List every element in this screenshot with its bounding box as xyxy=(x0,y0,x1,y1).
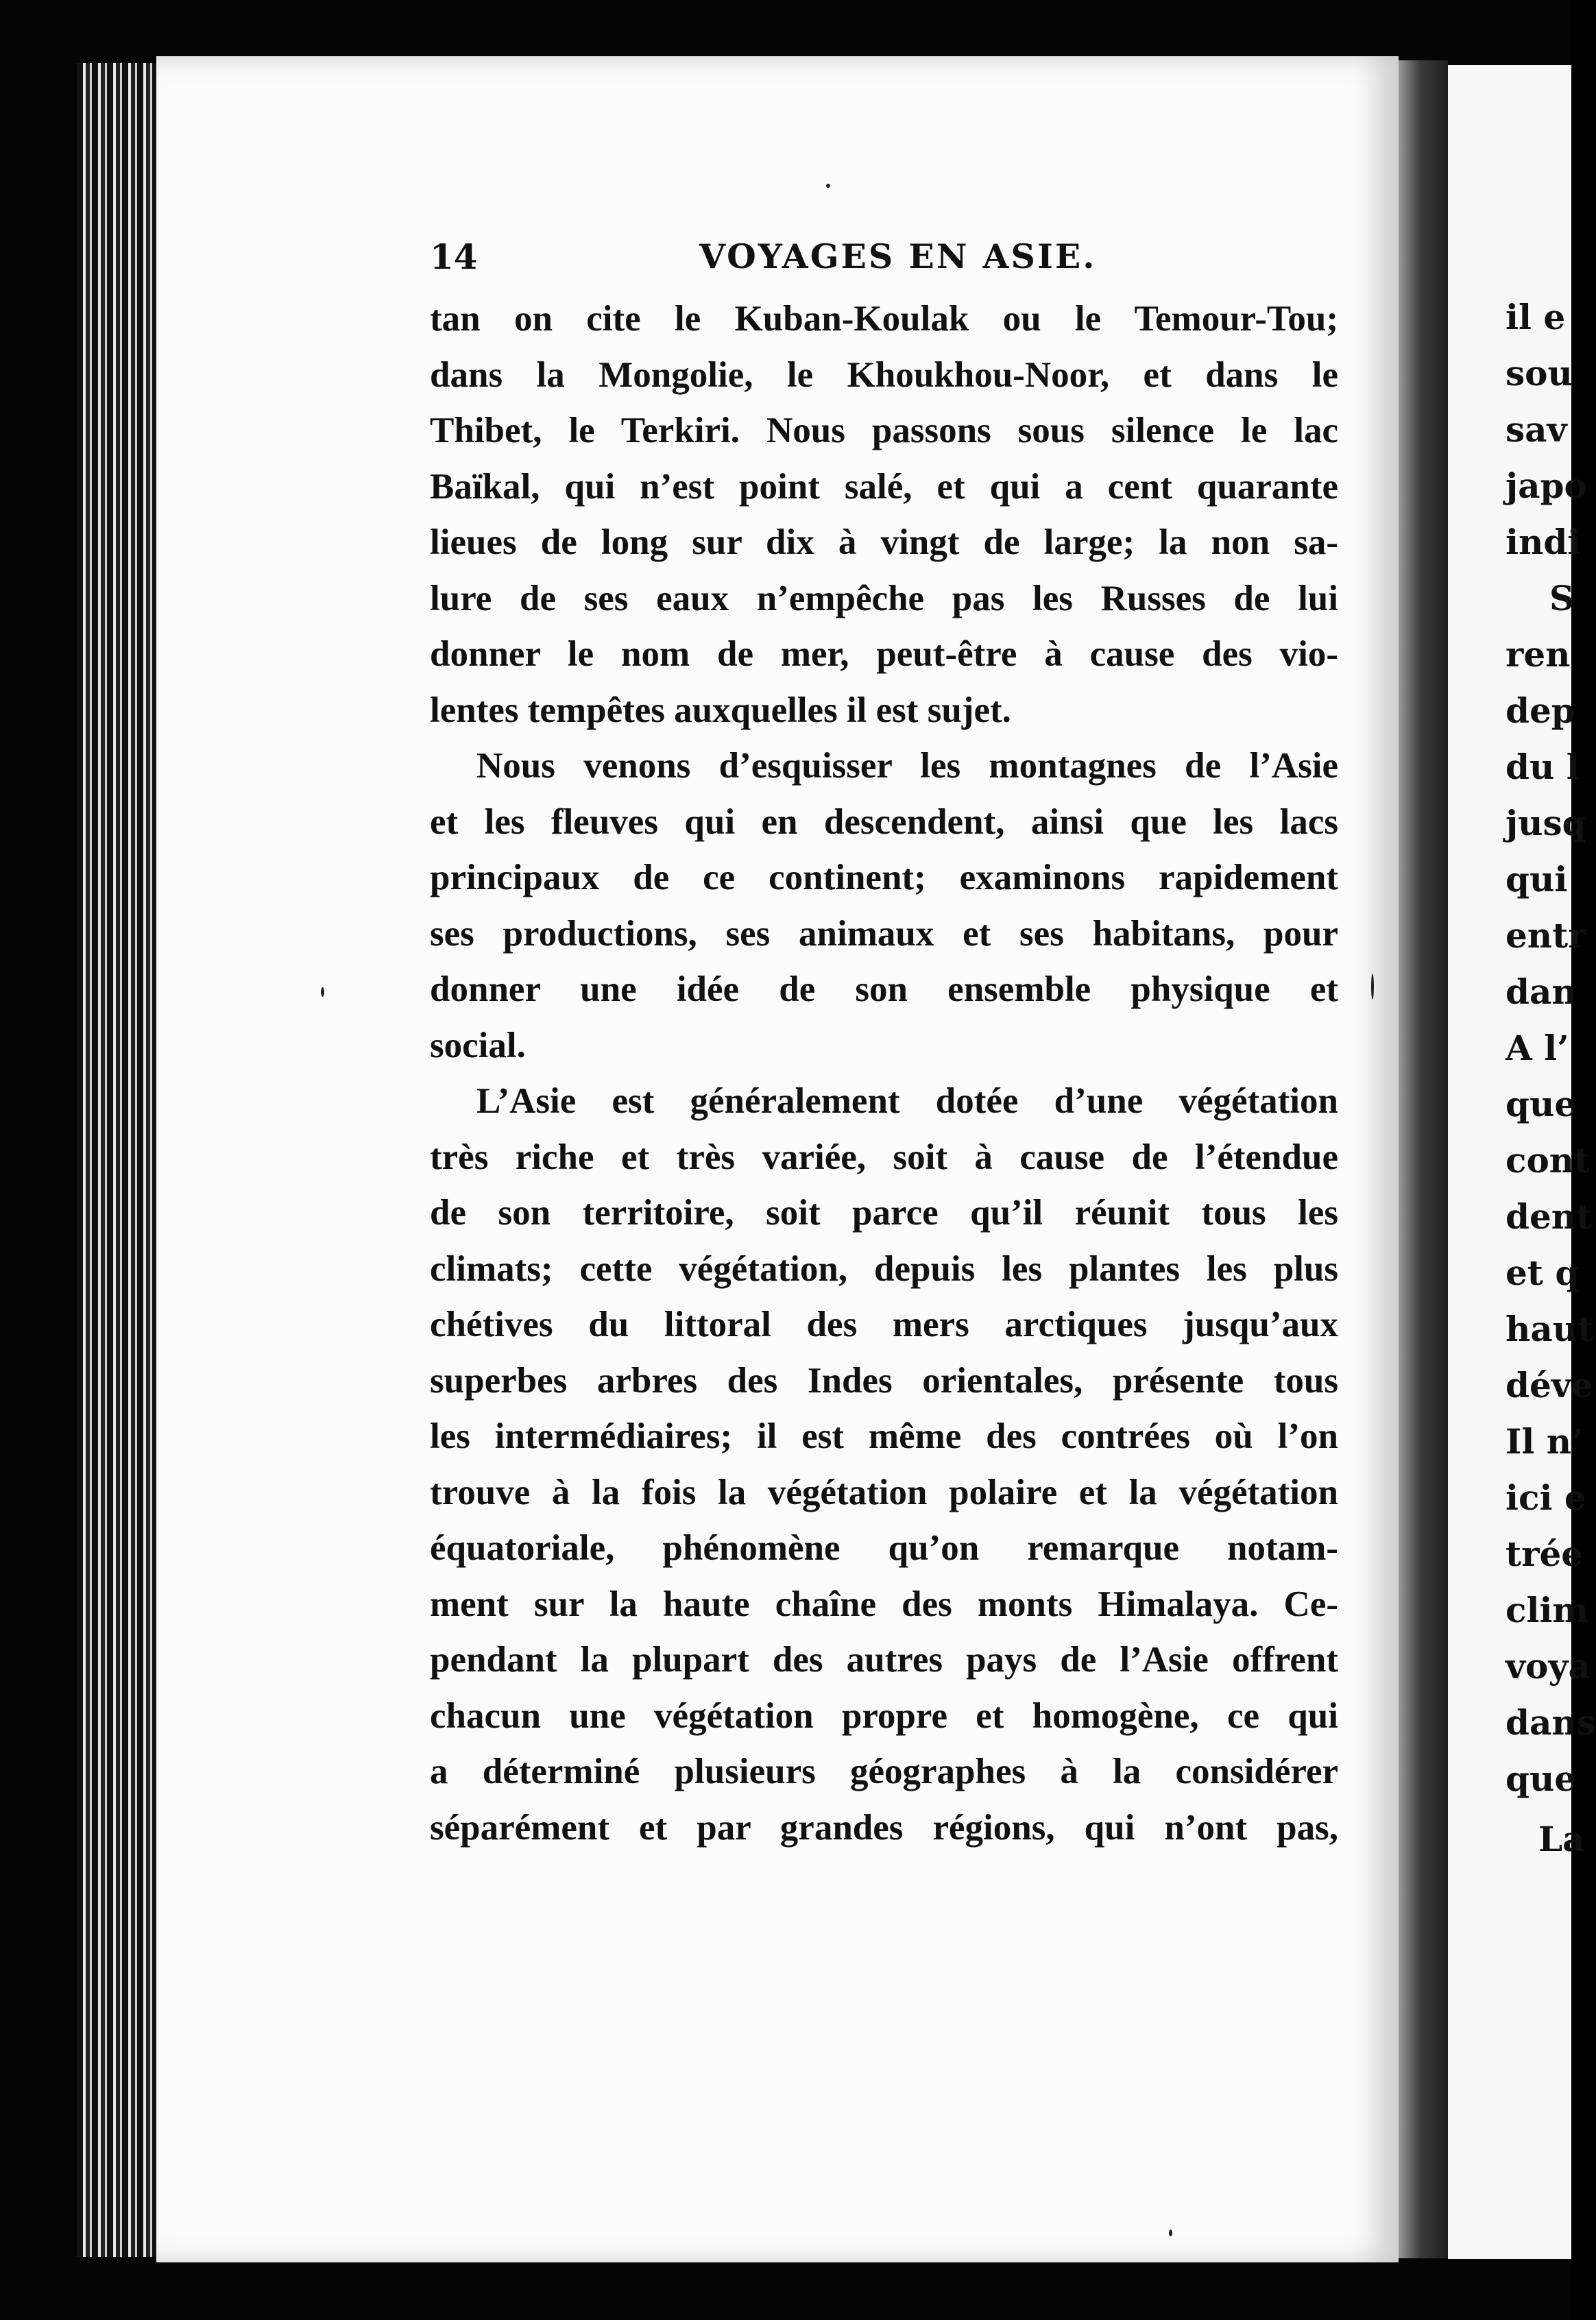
right-page-line: que xyxy=(1506,1084,1577,1124)
text-line: très riche et très variée, soit à cause de l’étendue xyxy=(430,1137,1338,1177)
text-line: social. xyxy=(430,1025,526,1065)
right-page-line: haut xyxy=(1506,1309,1594,1349)
text-line: Thibet, le Terkiri. Nous passons sous silence le lac xyxy=(430,411,1338,450)
text-line: a déterminé plusieurs géographes à la considérer xyxy=(430,1752,1338,1791)
right-page-line: trée xyxy=(1506,1534,1584,1574)
text-line: lentes tempêtes auxquelles il est sujet. xyxy=(430,690,1011,730)
right-page-line: ren xyxy=(1506,634,1571,675)
right-page-line: japo xyxy=(1506,466,1587,506)
right-page-line: La xyxy=(1538,1819,1585,1859)
text-line: lieues de long sur dix à vingt de large; la non sa- xyxy=(430,522,1338,562)
text-line: dans la Mongolie, le Khoukhou-Noor, et dans le xyxy=(430,354,1338,395)
text-line: principaux de ce continent; examinons rapidement xyxy=(430,858,1338,897)
text-line: et les fleuves qui en descendent, ainsi que les lacs xyxy=(430,801,1338,842)
text-line: de son territoire, soit parce qu’il réunit tous les xyxy=(430,1193,1338,1233)
right-page-line: indi xyxy=(1506,522,1581,562)
text-line: ses productions, ses animaux et ses habitans, pour xyxy=(430,913,1338,954)
text-line: équatoriale, phénomène qu’on remarque notam- xyxy=(430,1528,1338,1568)
right-page-line: ici e xyxy=(1506,1477,1586,1518)
right-page-line: sav xyxy=(1506,409,1567,450)
text-line: chétives du littoral des mers arctiques jusqu’aux xyxy=(430,1305,1338,1344)
right-page-line: sou xyxy=(1506,353,1573,394)
right-page-line: dan xyxy=(1506,971,1577,1012)
right-page-line: entr xyxy=(1506,915,1586,956)
page-number: 14 xyxy=(430,237,478,277)
text-line: trouve à la fois la végétation polaire et la végétation xyxy=(430,1472,1338,1512)
book-gutter xyxy=(1399,60,1448,2258)
right-page-line: déve xyxy=(1506,1365,1593,1405)
text-line: Nous venons d’esquisser les montagnes de l’Asie xyxy=(476,746,1338,786)
text-line: séparément et par grandes régions, qui n’ont pas, xyxy=(430,1807,1338,1848)
running-title: VOYAGES EN ASIE. xyxy=(699,237,1097,276)
text-line: donner le nom de mer, peut-être à cause des vio- xyxy=(430,634,1338,674)
right-page-fragment xyxy=(1448,65,1596,2259)
right-page-line: Il n’ xyxy=(1506,1421,1584,1462)
right-page-line: dans xyxy=(1506,1702,1596,1743)
text-line: donner une idée de son ensemble physique et xyxy=(430,969,1338,1009)
right-page-line: du l xyxy=(1506,747,1580,787)
right-page-line: clim xyxy=(1506,1590,1589,1630)
right-page-line: et q xyxy=(1506,1253,1580,1293)
right-page-line: que xyxy=(1506,1759,1577,1799)
text-line: superbes arbres des Indes orientales, présente tous xyxy=(430,1360,1338,1401)
right-page-line: il e xyxy=(1506,297,1566,337)
text-line: les intermédiaires; il est même des contrées où l’on xyxy=(430,1416,1338,1456)
right-page-line: dent xyxy=(1506,1196,1593,1237)
right-page-line: qui xyxy=(1506,859,1568,899)
right-page-line: dep xyxy=(1506,690,1575,731)
right-page-line: A l’ xyxy=(1506,1028,1569,1068)
right-page-line: jusq xyxy=(1506,803,1586,843)
text-line: tan on cite le Kuban-Koulak ou le Temour-Tou; xyxy=(430,299,1338,339)
text-line: pendant la plupart des autres pays de l’Asie offrent xyxy=(430,1640,1338,1680)
text-line: climats; cette végétation, depuis les plantes les plus xyxy=(430,1248,1338,1289)
right-page-line: cont xyxy=(1506,1140,1591,1181)
right-page-line: voya xyxy=(1506,1646,1591,1687)
right-page-line: S xyxy=(1549,578,1575,618)
text-line: lure de ses eaux n’empêche pas les Russes de lui xyxy=(430,578,1338,618)
body-text xyxy=(430,291,1338,1856)
text-line: ment sur la haute chaîne des monts Himalaya. Ce- xyxy=(430,1584,1338,1624)
text-line: Baïkal, qui n’est point salé, et qui a cent quarante xyxy=(430,466,1338,507)
text-line: chacun une végétation propre et homogène, ce qui xyxy=(430,1695,1338,1736)
text-line: L’Asie est généralement dotée d’une végétation xyxy=(476,1081,1338,1121)
